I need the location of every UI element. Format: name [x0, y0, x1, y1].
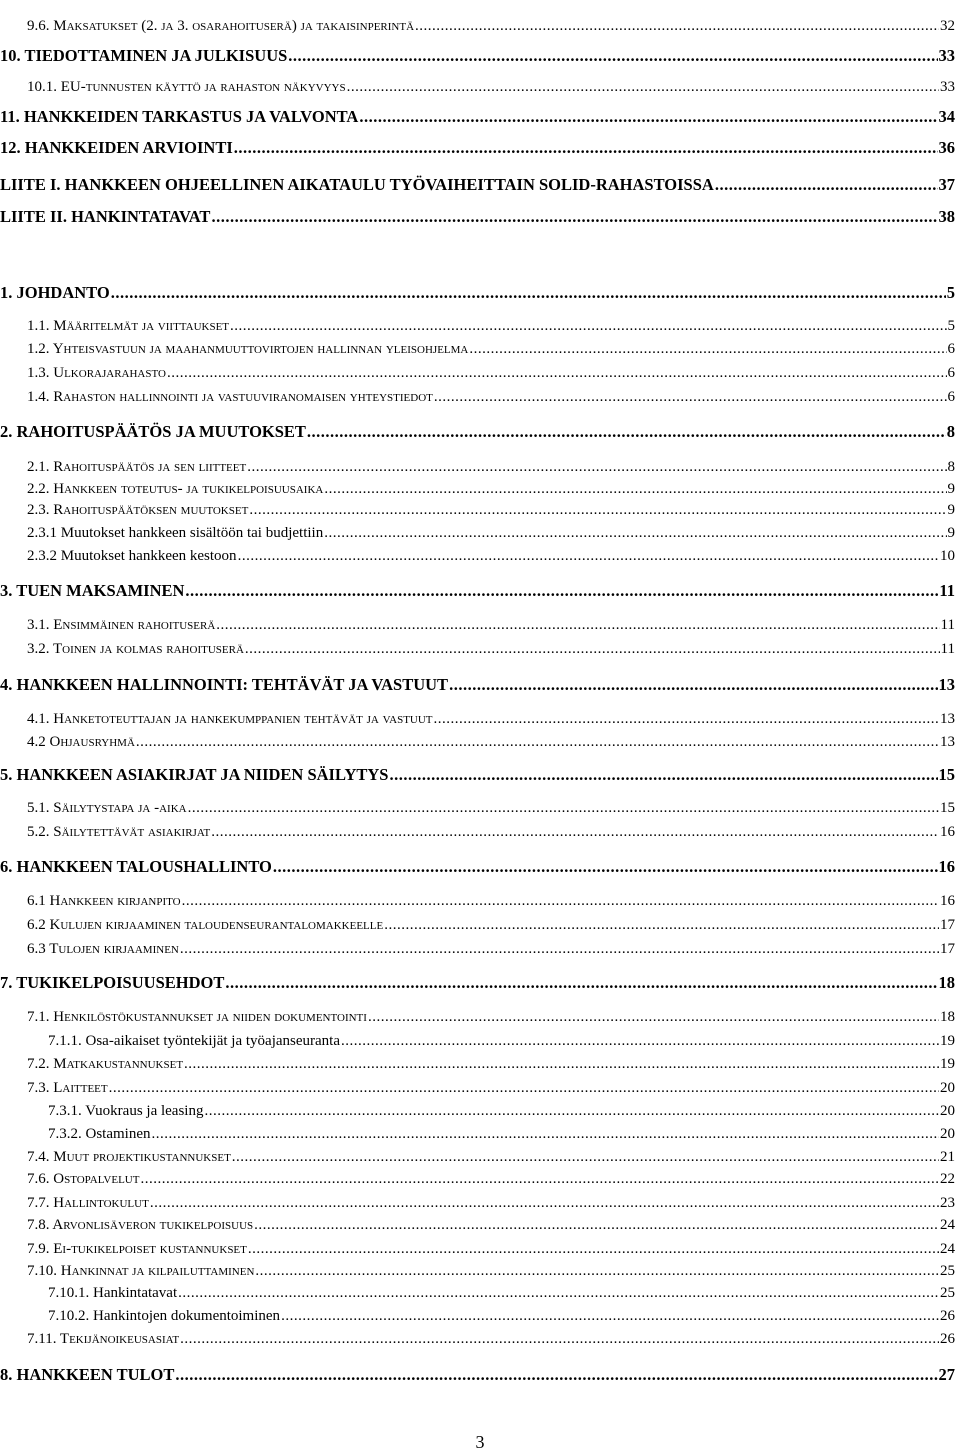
toc-entry-page: 6: [947, 389, 955, 405]
toc-entry-page: 26: [940, 1308, 955, 1324]
toc-entry-page: 11: [940, 641, 955, 657]
toc-entry-page: 24: [940, 1217, 955, 1233]
toc-entry-label: 2.3.2 Muutokset hankkeen kestoon: [27, 548, 237, 564]
toc-entry-label: 1.4. Rahaston hallinnointi ja vastuuviranomaisen yhteystiedot: [27, 389, 433, 405]
toc-entry[interactable]: [0, 580, 955, 602]
toc-entry-page: 36: [938, 138, 955, 157]
toc-entry-label: 1.3. Ulkorajarahasto: [27, 365, 166, 381]
toc-entry-page: 17: [940, 941, 955, 957]
toc-entry-page: 18: [940, 1009, 955, 1025]
toc-entry-label: 2. RAHOITUSPÄÄTÖS JA MUUTOKSET: [0, 422, 306, 441]
toc-entry[interactable]: [27, 386, 955, 408]
toc-entry[interactable]: [27, 338, 955, 360]
toc-entry-page: 32: [940, 18, 955, 34]
toc-entry-page: 5: [946, 283, 955, 302]
toc-entry[interactable]: [27, 15, 955, 37]
toc-dot-leader: [255, 1260, 939, 1282]
toc-entry-page: 25: [940, 1263, 955, 1279]
toc-entry[interactable]: [48, 1030, 955, 1052]
toc-entry-page: 16: [940, 893, 955, 909]
toc-dot-leader: [249, 499, 946, 521]
toc-dot-leader: [341, 1030, 939, 1052]
toc-dot-leader: [211, 206, 937, 228]
toc-entry[interactable]: [27, 1168, 955, 1190]
toc-entry-page: 23: [940, 1195, 955, 1211]
toc-entry-label: 6.3 Tulojen kirjaaminen: [27, 941, 179, 957]
toc-dot-leader: [180, 938, 939, 960]
toc-dot-leader: [175, 1364, 937, 1386]
toc-entry[interactable]: [0, 764, 955, 786]
toc-entry-page: 11: [939, 581, 955, 600]
toc-dot-leader: [288, 45, 937, 67]
toc-entry-page: 19: [940, 1033, 955, 1049]
toc-entry[interactable]: [0, 856, 955, 878]
toc-entry-page: 33: [938, 46, 955, 65]
toc-entry-page: 20: [940, 1080, 955, 1096]
toc-entry-label: 7. TUKIKELPOISUUSEHDOT: [0, 973, 225, 992]
toc-entry-page: 27: [938, 1365, 955, 1384]
toc-entry[interactable]: [48, 1100, 955, 1122]
toc-entry-page: 11: [940, 617, 955, 633]
toc-entry[interactable]: [27, 1006, 955, 1028]
toc-entry-label: 7.10.1. Hankintatavat: [48, 1285, 178, 1301]
toc-dot-leader: [368, 1006, 939, 1028]
toc-entry[interactable]: [27, 76, 955, 98]
toc-entry-page: 19: [940, 1056, 955, 1072]
toc-dot-leader: [109, 1077, 939, 1099]
toc-entry-page: 9: [947, 525, 955, 541]
toc-dot-leader: [182, 890, 939, 912]
toc-dot-leader: [307, 421, 946, 443]
toc-entry-page: 13: [940, 734, 955, 750]
toc-entry-label: 2.3.1 Muutokset hankkeen sisältöön tai budjettiin: [27, 525, 324, 541]
toc-dot-leader: [232, 1146, 939, 1168]
toc-dot-leader: [188, 797, 939, 819]
toc-entry[interactable]: [0, 972, 955, 994]
toc-entry[interactable]: [27, 638, 955, 660]
toc-entry-page: 10: [940, 548, 955, 564]
toc-entry-page: 9: [947, 481, 955, 497]
toc-entry-label: 7.10. Hankinnat ja kilpailuttaminen: [27, 1263, 255, 1279]
toc-dot-leader: [359, 106, 937, 128]
toc-entry[interactable]: [27, 1260, 955, 1282]
toc-entry[interactable]: [27, 1238, 955, 1260]
toc-entry[interactable]: [27, 890, 955, 912]
toc-entry-label: 6. HANKKEEN TALOUSHALLINTO: [0, 857, 272, 876]
toc-entry-label: 7.11. Tekijänoikeusasiat: [27, 1331, 180, 1347]
toc-entry-label: 7.6. Ostopalvelut: [27, 1171, 140, 1187]
toc-entry-page: 6: [947, 341, 955, 357]
toc-entry-page: 33: [940, 79, 955, 95]
toc-entry-label: 2.1. Rahoituspäätös ja sen liitteet: [27, 459, 247, 475]
toc-entry[interactable]: [27, 708, 955, 730]
toc-entry-page: 22: [940, 1171, 955, 1187]
toc-entry-page: 34: [938, 107, 955, 126]
toc-dot-leader: [715, 174, 938, 196]
toc-entry[interactable]: [0, 282, 955, 304]
toc-dot-leader: [111, 282, 946, 304]
toc-entry-page: 18: [938, 973, 955, 992]
toc-entry[interactable]: [27, 478, 955, 500]
toc-dot-leader: [254, 1214, 939, 1236]
toc-entry[interactable]: [27, 1077, 955, 1099]
toc-dot-leader: [384, 914, 939, 936]
page-number: 3: [475, 1432, 485, 1452]
toc-entry[interactable]: [27, 1214, 955, 1236]
toc-dot-leader: [216, 614, 939, 636]
toc-entry-label: 2.3. Rahoituspäätöksen muutokset: [27, 502, 249, 518]
toc-dot-leader: [281, 1305, 939, 1327]
toc-entry-page: 15: [938, 765, 955, 784]
toc-entry-label: LIITE II. HANKINTATAVAT: [0, 207, 211, 226]
toc-entry-page: 8: [947, 459, 955, 475]
toc-entry-label: 7.4. Muut projektikustannukset: [27, 1149, 231, 1165]
toc-entry[interactable]: [27, 315, 955, 337]
toc-entry-label: 11. HANKKEIDEN TARKASTUS JA VALVONTA: [0, 107, 359, 126]
toc-entry-label: 7.3.1. Vuokraus ja leasing: [48, 1103, 204, 1119]
toc-entry[interactable]: [27, 614, 955, 636]
toc-entry-label: 4. HANKKEEN HALLINNOINTI: TEHTÄVÄT JA VASTUUT: [0, 675, 449, 694]
toc-dot-leader: [389, 764, 937, 786]
toc-entry-label: 1.2. Yhteisvastuun ja maahanmuuttovirtojen hallinnan yleisohjelma: [27, 341, 469, 357]
toc-entry[interactable]: [27, 731, 955, 753]
toc-entry-page: 25: [940, 1285, 955, 1301]
toc-entry[interactable]: [0, 137, 955, 159]
toc-entry-page: 17: [940, 917, 955, 933]
toc-entry-label: 5. HANKKEEN ASIAKIRJAT JA NIIDEN SÄILYTYS: [0, 765, 389, 784]
toc-entry[interactable]: [27, 362, 955, 384]
toc-entry-page: 38: [938, 207, 955, 226]
toc-entry-label: 7.1. Henkilöstökustannukset ja niiden dokumentointi: [27, 1009, 367, 1025]
toc-entry-label: 9.6. Maksatukset (2. ja 3. osarahoituserä) ja takaisinperintä: [27, 18, 415, 34]
toc-entry[interactable]: [0, 45, 955, 67]
toc-entry-label: 8. HANKKEEN TULOT: [0, 1365, 175, 1384]
toc-entry-label: 7.1.1. Osa-aikaiset työntekijät ja työajanseuranta: [48, 1033, 340, 1049]
toc-dot-leader: [150, 1192, 939, 1214]
toc-dot-leader: [230, 315, 946, 337]
toc-entry-page: 26: [940, 1331, 955, 1347]
toc-entry-page: 6: [947, 365, 955, 381]
toc-dot-leader: [245, 638, 940, 660]
toc-entry-page: 16: [940, 824, 955, 840]
toc-dot-leader: [178, 1282, 939, 1304]
toc-entry[interactable]: [27, 456, 955, 478]
toc-entry[interactable]: [48, 1282, 955, 1304]
toc-entry[interactable]: [48, 1305, 955, 1327]
toc-dot-leader: [324, 478, 946, 500]
toc-entry-page: 8: [946, 422, 955, 441]
toc-entry-page: 5: [947, 318, 955, 334]
toc-entry-label: 12. HANKKEIDEN ARVIOINTI: [0, 138, 233, 157]
toc-entry[interactable]: [0, 206, 955, 228]
toc-dot-leader: [211, 821, 939, 843]
toc-entry-page: 20: [940, 1103, 955, 1119]
toc-dot-leader: [238, 545, 939, 567]
toc-entry-page: 21: [940, 1149, 955, 1165]
toc-entry[interactable]: [27, 914, 955, 936]
toc-entry-page: 20: [940, 1126, 955, 1142]
toc-entry-label: 3. TUEN MAKSAMINEN: [0, 581, 185, 600]
toc-dot-leader: [225, 972, 937, 994]
toc-dot-leader: [167, 362, 947, 384]
toc-dot-leader: [184, 1053, 939, 1075]
toc-dot-leader: [140, 1168, 939, 1190]
toc-dot-leader: [234, 137, 938, 159]
toc-dot-leader: [248, 1238, 939, 1260]
toc-entry[interactable]: [27, 1053, 955, 1075]
toc-entry-label: 5.1. Säilytystapa ja -aika: [27, 800, 187, 816]
toc-entry[interactable]: [27, 1192, 955, 1214]
toc-dot-leader: [469, 338, 946, 360]
toc-entry-label: 4.1. Hanketoteuttajan ja hankekumppanien tehtävät ja vastuut: [27, 711, 433, 727]
toc-entry[interactable]: [0, 174, 955, 196]
toc-entry-label: 7.2. Matkakustannukset: [27, 1056, 184, 1072]
toc-entry-label: 7.8. Arvonlisäveron tukikelpoisuus: [27, 1217, 254, 1233]
toc-dot-leader: [434, 386, 947, 408]
toc-dot-leader: [449, 674, 937, 696]
toc-dot-leader: [185, 580, 938, 602]
toc-entry-label: 1.1. Määritelmät ja viittaukset: [27, 318, 230, 334]
toc-entry[interactable]: [0, 106, 955, 128]
toc-entry-page: 24: [940, 1241, 955, 1257]
toc-dot-leader: [180, 1328, 939, 1350]
toc-entry[interactable]: [27, 797, 955, 819]
toc-entry-label: 2.2. Hankkeen toteutus- ja tukikelpoisuusaika: [27, 481, 324, 497]
toc-entry-label: 3.1. Ensimmäinen rahoituserä: [27, 617, 216, 633]
toc-entry[interactable]: [27, 1328, 955, 1350]
toc-entry[interactable]: [48, 1123, 955, 1145]
toc-dot-leader: [273, 856, 938, 878]
toc-entry-label: 7.3.2. Ostaminen: [48, 1126, 151, 1142]
toc-entry-label: 7.10.2. Hankintojen dokumentoiminen: [48, 1308, 281, 1324]
toc-dot-leader: [247, 456, 946, 478]
toc-dot-leader: [415, 15, 939, 37]
toc-entry[interactable]: [0, 421, 955, 443]
toc-entry-page: 37: [938, 175, 955, 194]
toc-dot-leader: [434, 708, 939, 730]
toc-entry-label: 10. TIEDOTTAMINEN JA JULKISUUS: [0, 46, 288, 65]
toc-entry-page: 16: [938, 857, 955, 876]
toc-entry-label: 7.3. Laitteet: [27, 1080, 108, 1096]
toc-dot-leader: [152, 1123, 940, 1145]
toc-entry-label: 1. JOHDANTO: [0, 283, 110, 302]
toc-entry-page: 15: [940, 800, 955, 816]
toc-entry[interactable]: [27, 1146, 955, 1168]
toc-entry-page: 13: [940, 711, 955, 727]
toc-entry[interactable]: [27, 499, 955, 521]
toc-entry-label: 5.2. Säilytettävät asiakirjat: [27, 824, 211, 840]
toc-entry-label: LIITE I. HANKKEEN OHJEELLINEN AIKATAULU TYÖVAIHEITTAIN SOLID-RAHASTOISSA: [0, 175, 714, 194]
toc-entry-label: 3.2. Toinen ja kolmas rahoituserä: [27, 641, 244, 657]
toc-entry[interactable]: [0, 674, 955, 696]
toc-entry-page: 9: [947, 502, 955, 518]
toc-entry-label: 7.9. Ei-tukikelpoiset kustannukset: [27, 1241, 247, 1257]
toc-entry[interactable]: [27, 522, 955, 544]
toc-dot-leader: [204, 1100, 939, 1122]
toc-entry[interactable]: [0, 1364, 955, 1386]
toc-entry-label: 10.1. EU-tunnusten käyttö ja rahaston näkyvyys: [27, 79, 346, 95]
toc-dot-leader: [347, 76, 939, 98]
toc-entry[interactable]: [27, 545, 955, 567]
toc-entry-label: 4.2 Ohjausryhmä: [27, 734, 135, 750]
toc-entry-page: 13: [938, 675, 955, 694]
toc-entry-label: 7.7. Hallintokulut: [27, 1195, 149, 1211]
toc-dot-leader: [324, 522, 946, 544]
toc-entry[interactable]: [27, 821, 955, 843]
toc-entry-label: 6.1 Hankkeen kirjanpito: [27, 893, 181, 909]
toc-entry[interactable]: [27, 938, 955, 960]
toc-entry-label: 6.2 Kulujen kirjaaminen taloudenseurantalomakkeelle: [27, 917, 384, 933]
toc-dot-leader: [136, 731, 939, 753]
